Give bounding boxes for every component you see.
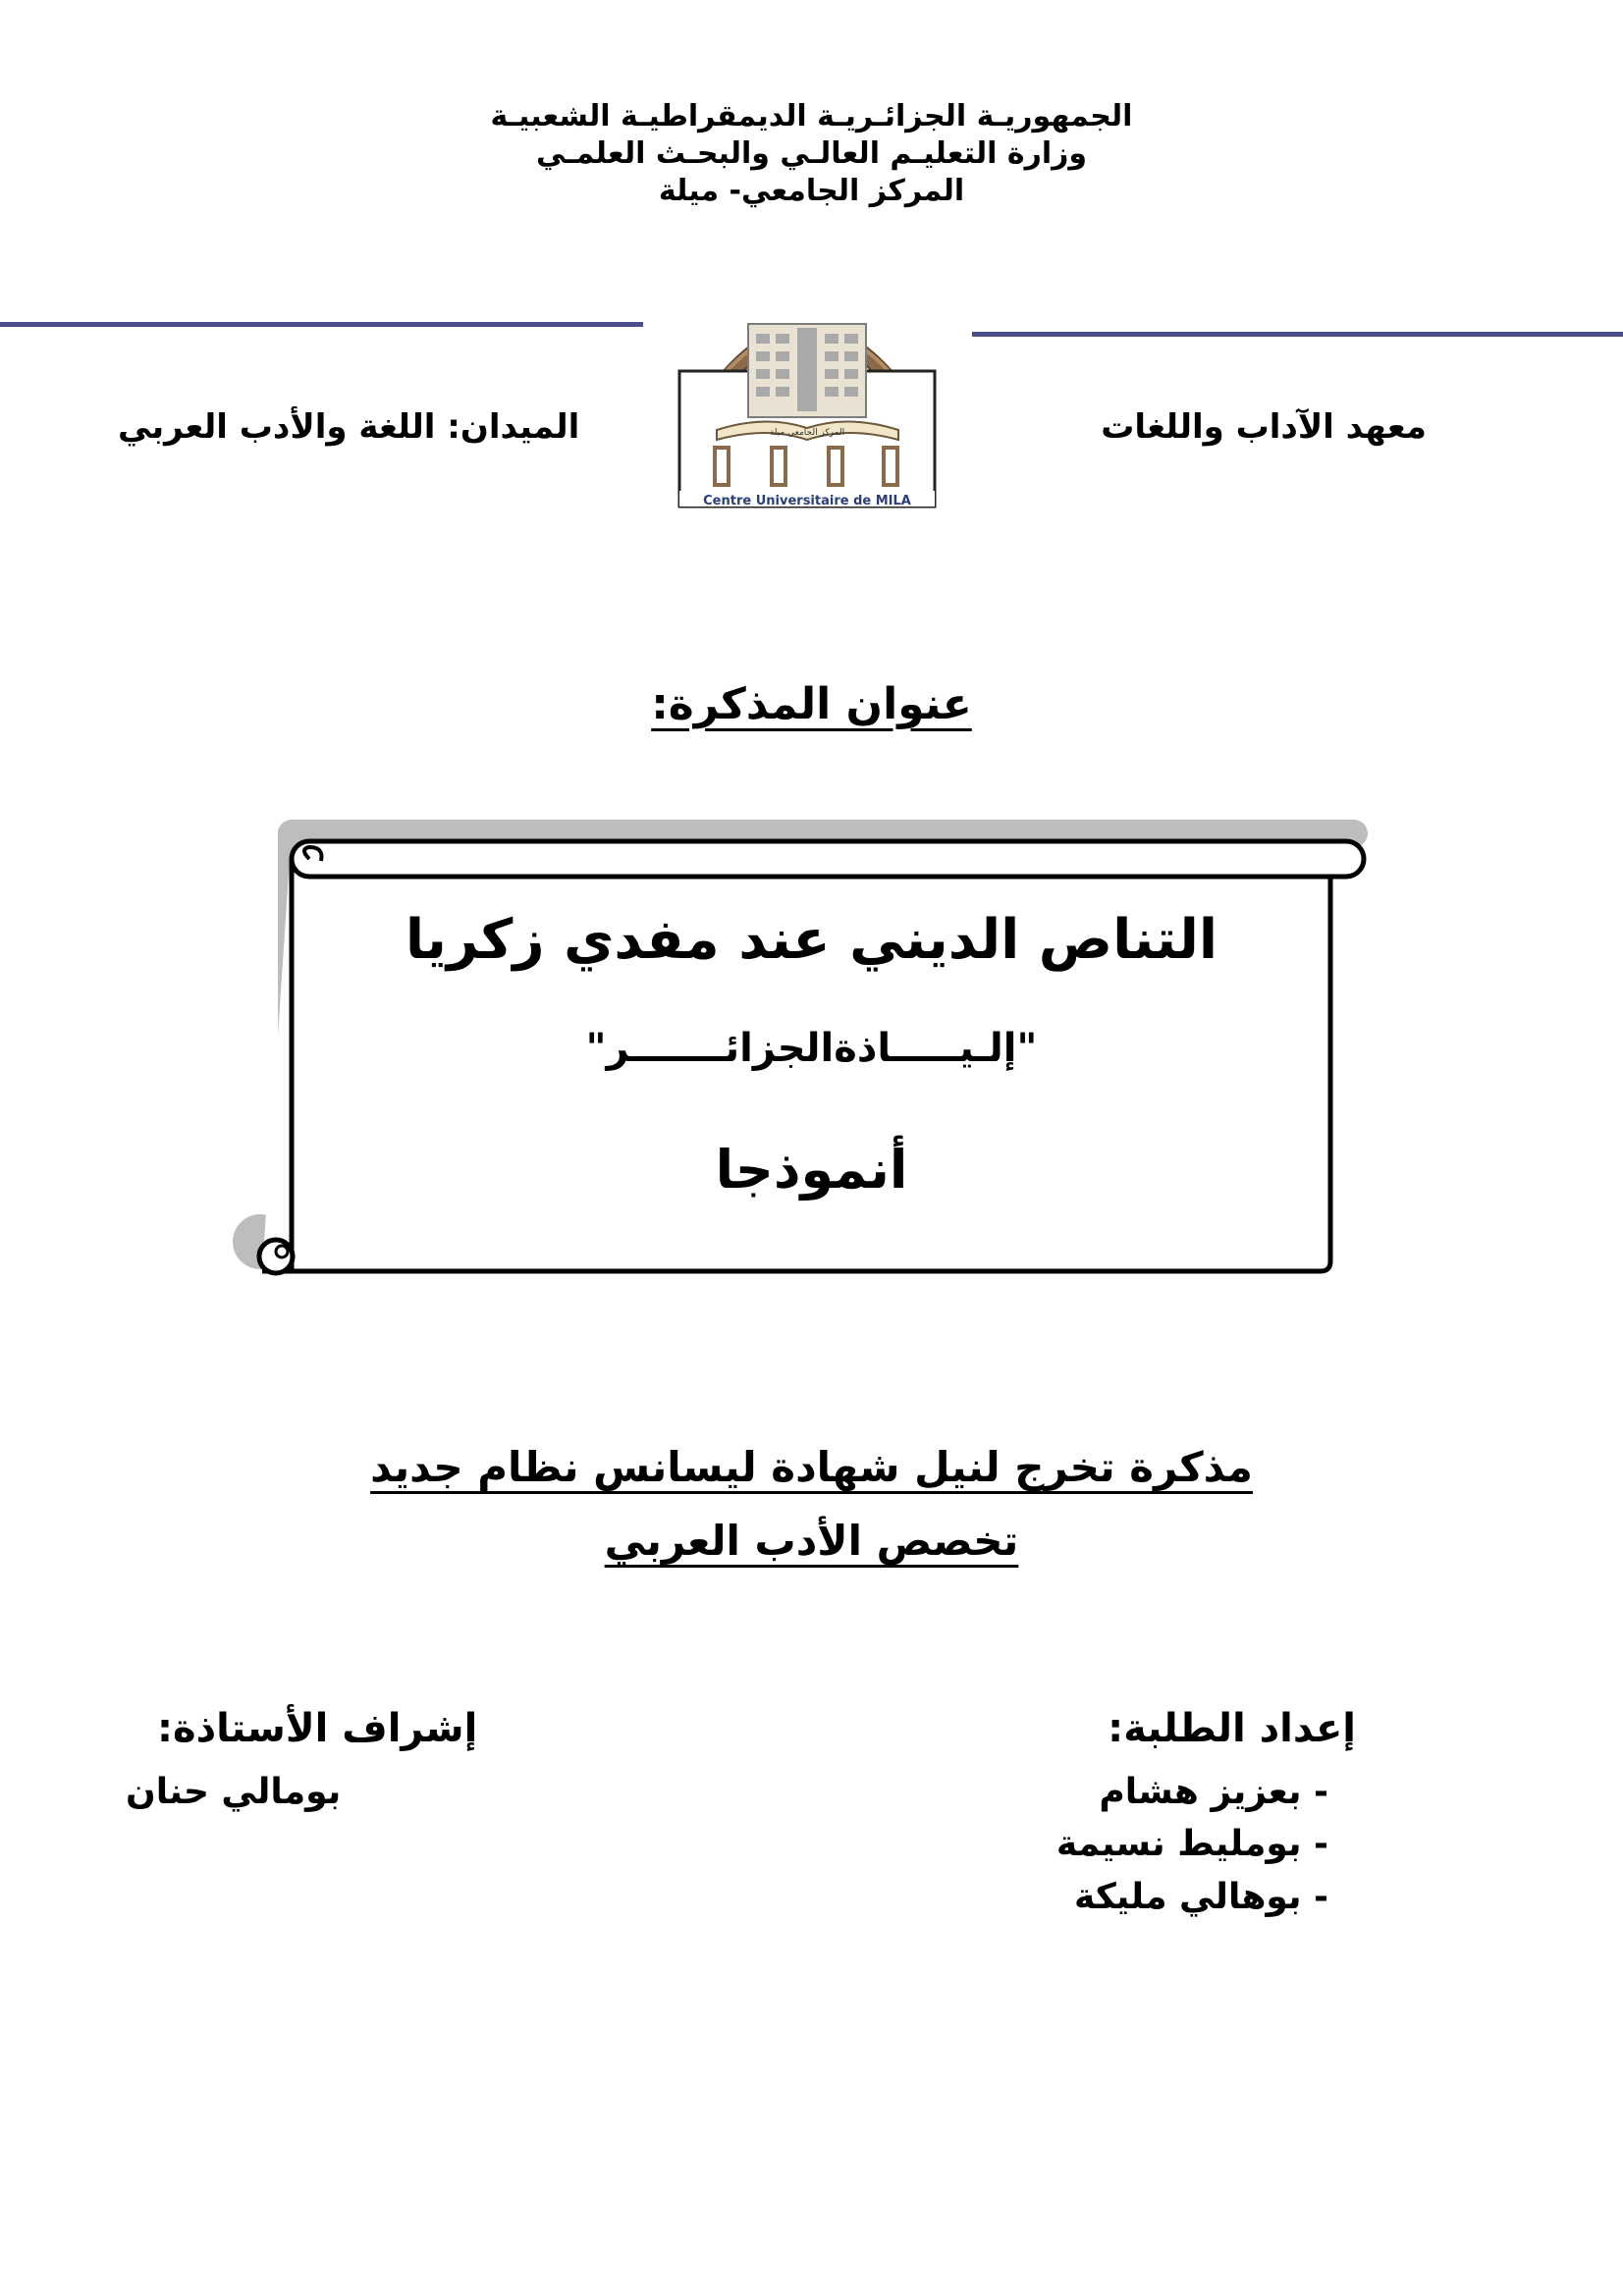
logo-caption: Centre Universitaire de MILA bbox=[703, 494, 911, 508]
right-divider bbox=[972, 332, 1623, 337]
university-center-name: المركز الجامعي- ميلة bbox=[658, 174, 965, 208]
thesis-title: التناص الديني عند مفدي زكريا bbox=[405, 908, 1218, 972]
field-label: الميدان: اللغة والأدب العربي bbox=[118, 407, 580, 447]
student-name: - بوهالي مليكة bbox=[1074, 1877, 1328, 1917]
institute-label: معهد الآداب واللغات bbox=[1101, 407, 1427, 447]
left-divider bbox=[0, 322, 643, 327]
header-block bbox=[0, 98, 1623, 210]
memo-title-label bbox=[0, 679, 1623, 729]
student-name: - بعزيز هشام bbox=[1099, 1772, 1328, 1812]
svg-text:المركز الجامعي ميلة: المركز الجامعي ميلة bbox=[769, 428, 845, 438]
memo-title-label-text: عنوان المذكرة: bbox=[651, 679, 972, 729]
students-heading: إعداد الطلبة: bbox=[1108, 1706, 1356, 1751]
ministry-name: وزارة التعليـم العالـي والبحـث العلمـي bbox=[535, 136, 1088, 171]
thesis-model: أنموذجا bbox=[715, 1139, 908, 1201]
degree-line-1 bbox=[0, 1443, 1623, 1491]
student-name: - بومليط نسيمة bbox=[1055, 1824, 1328, 1864]
republic-name: الجمهوريـة الجزائـريـة الديمقراطيـة الشعبيـة bbox=[490, 99, 1133, 133]
degree-line-2 bbox=[0, 1517, 1623, 1565]
supervisor-name: بومالي حنان bbox=[126, 1772, 342, 1812]
degree-line-2-text: تخصص الأدب العربي bbox=[604, 1517, 1019, 1565]
university-logo bbox=[677, 285, 938, 512]
university-building-logo-icon bbox=[677, 285, 938, 512]
thesis-subtitle: "إلـيـــــاذةالجزائـــــــر" bbox=[585, 1026, 1038, 1071]
supervisor-heading: إشراف الأستاذة: bbox=[157, 1706, 478, 1751]
degree-line-1-text: مذكرة تخرج لنيل شهادة ليسانس نظام جديد bbox=[370, 1443, 1253, 1491]
